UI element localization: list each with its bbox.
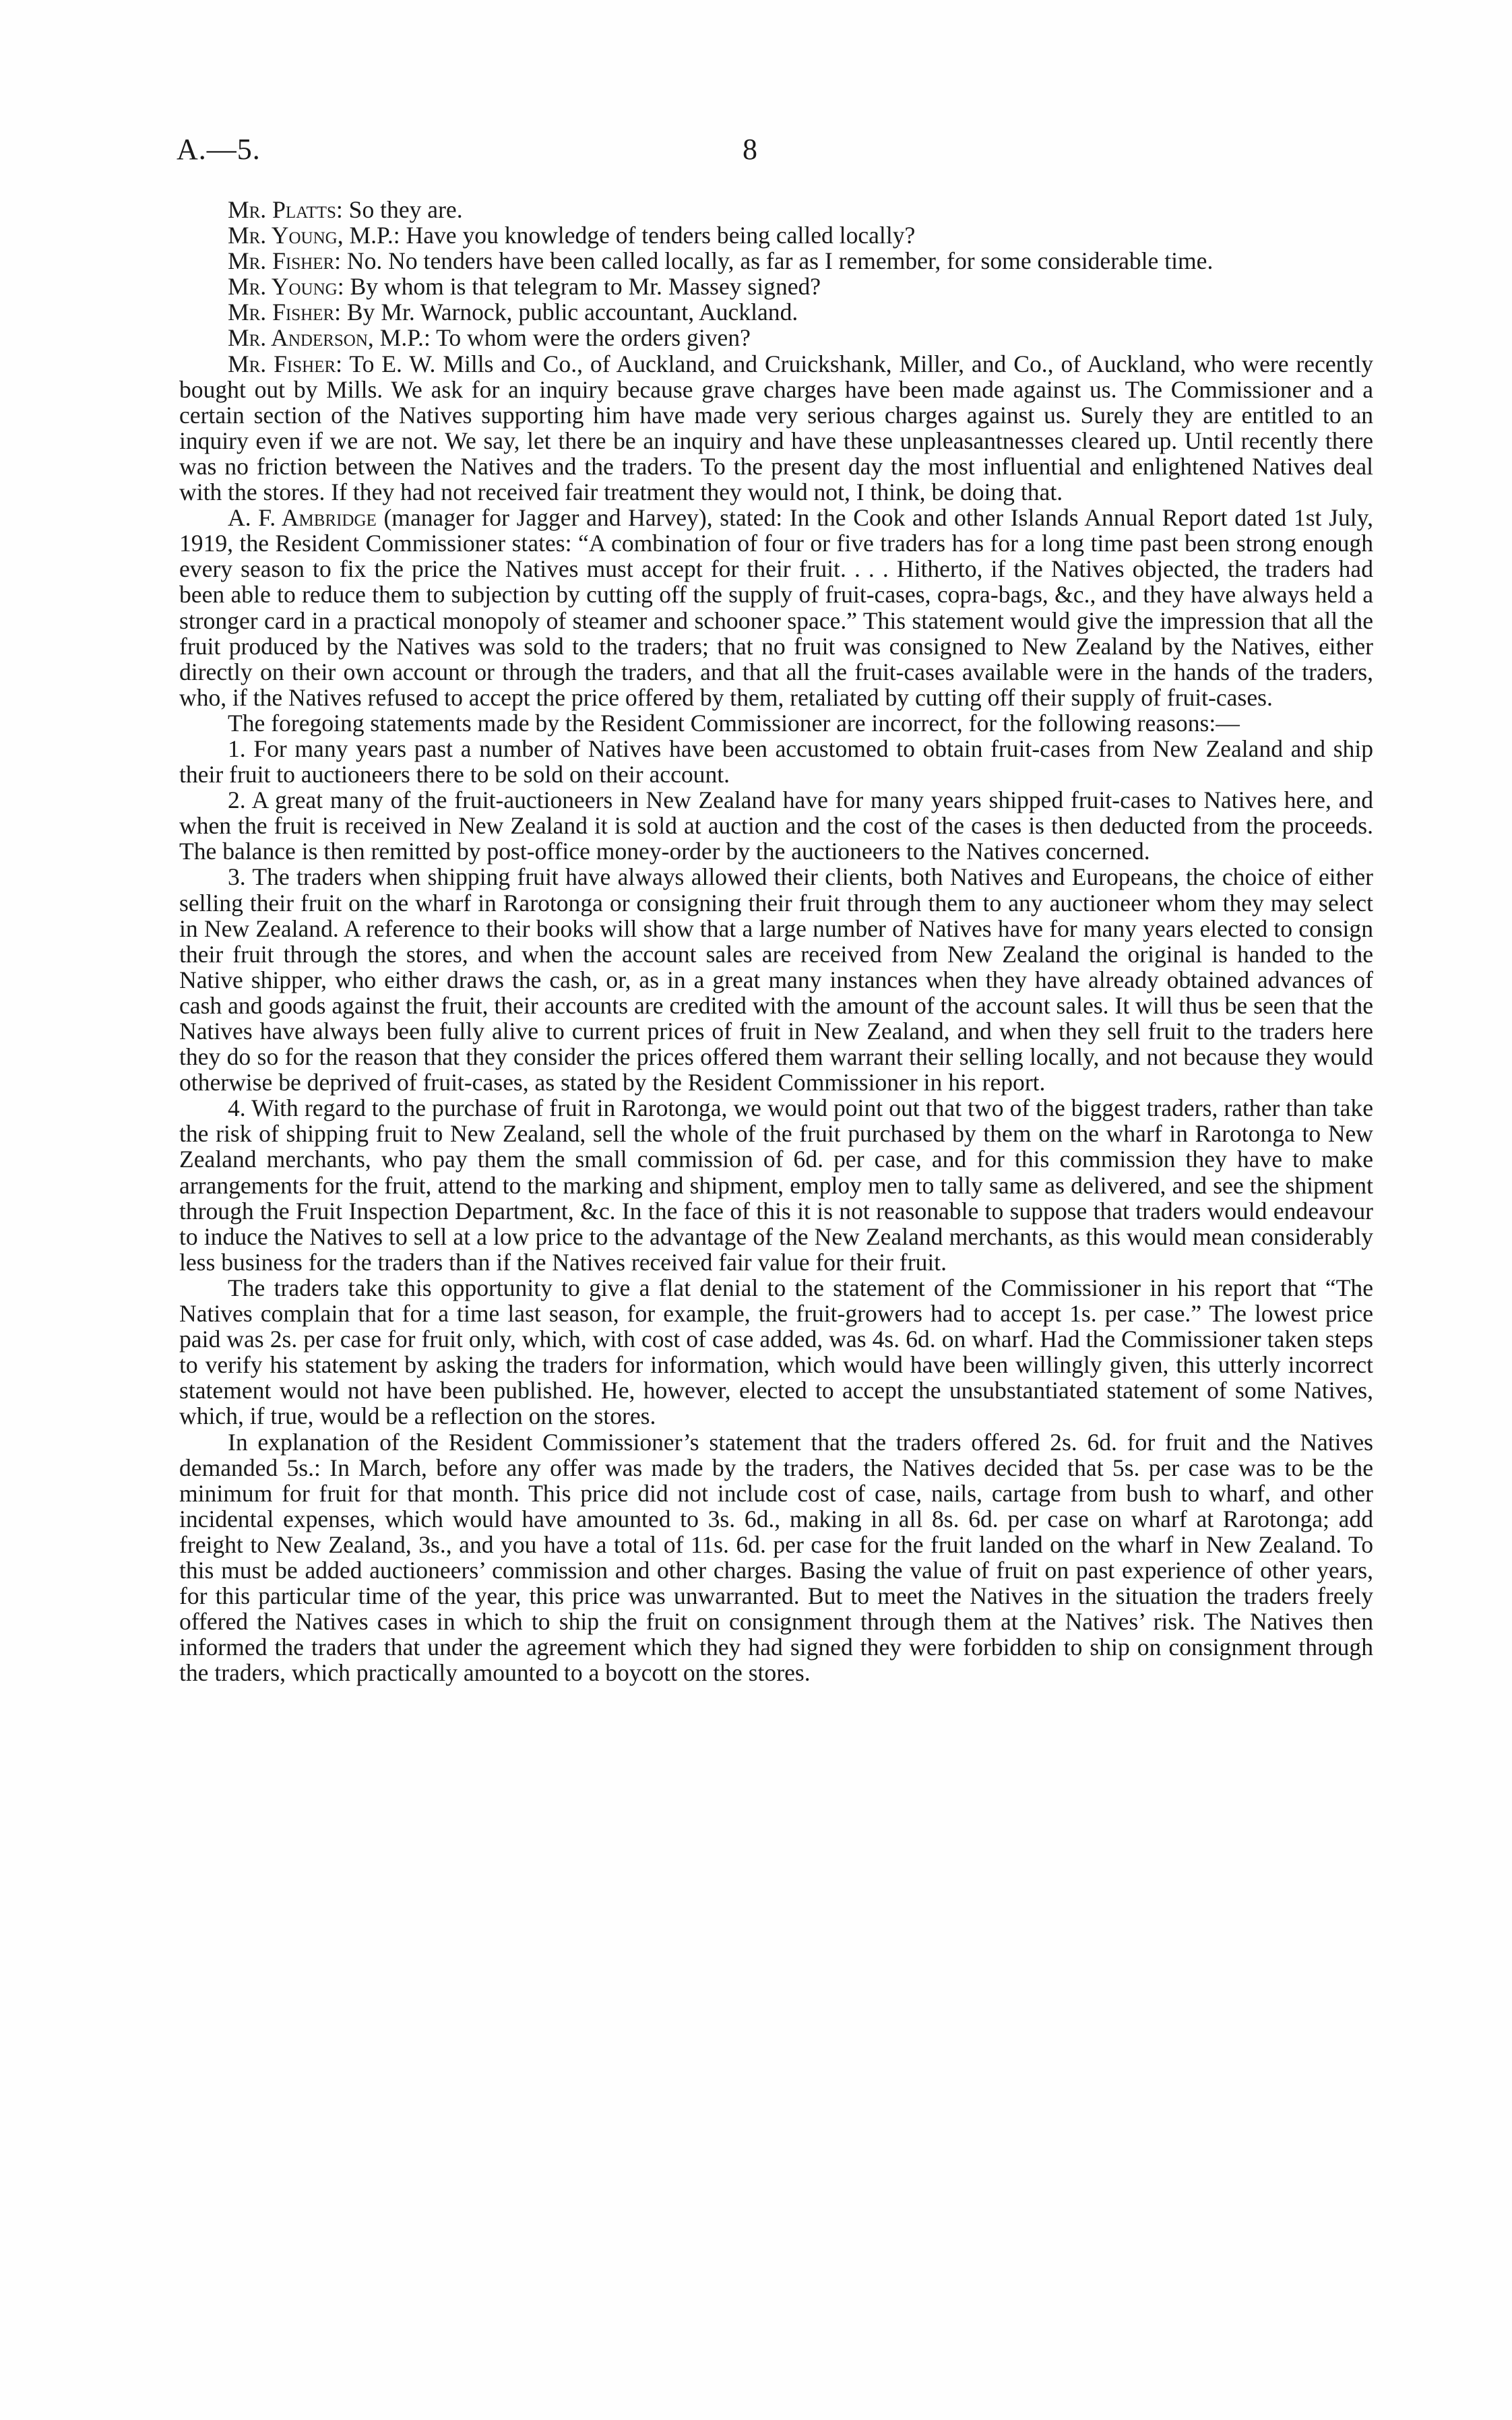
speaker-name: Mr. Anderson, M.P.	[228, 324, 424, 352]
dialogue-paragraph	[179, 222, 1373, 248]
body-paragraph: The foregoing statements made by the Resident Commissioner are incorrect, for the following reasons:—	[228, 709, 1240, 737]
dialogue-paragraph	[179, 197, 1373, 222]
dialogue-paragraph	[179, 248, 1373, 274]
speaker-name: Mr. Fisher	[228, 299, 335, 326]
dialogue-paragraph	[179, 299, 1373, 325]
page-number: 8	[743, 133, 757, 166]
body-paragraph: 1. For many years past a number of Natives have been accustomed to obtain fruit-cases from New Zealand and ship their fruit to auctioneers there to be sold on their account.	[179, 735, 1373, 788]
body-paragraph: The traders take this opportunity to give a flat denial to the statement of the Commissioner in his report that “The Natives complain that for a time last season, for example, the fruit-growers had to accept 1s. per case.” The lowest price paid was 2s. per case for fruit only, which, with cost of case added, was 4s. 6d. on wharf. Had the Commissioner taken steps to verify his statement by asking the traders for information, which would have been willingly given, this utterly incorrect statement would not have been published. He, however, elected to accept the unsubstantiated statement of some Natives, which, if true, would be a reflection on the stores.	[179, 1274, 1373, 1430]
speaker-name: Mr. Platts	[228, 196, 336, 223]
body-paragraph: In explanation of the Resident Commissioner’s statement that the traders offered 2s. 6d. for fruit and the Natives demanded 5s.: In March, before any offer was made by the traders, the Natives decided that 5s. per case was to be the minimum for fruit for that month. This price did not include cost of case, nails, cartage from bush to wharf, and other incidental expenses, which would have amounted to 3s. 6d., making in all 8s. 6d. per case on wharf at Rarotonga; add freight to New Zealand, 3s., and you have a total of 11s. 6d. per case for the fruit landed on the wharf in New Zealand. To this must be added auctioneers’ commission and other charges. Basing the value of fruit on past experience of other years, for this particular time of the year, this price was unwarranted. But to meet the Natives in the situation the traders freely offered the Natives cases in which to ship the fruit on consignment through them at the Natives’ risk. The Natives then informed the traders that under the agreement which they had signed they were forbidden to ship on consignment through the traders, which practically amounted to a boycott on the stores.	[179, 1428, 1373, 1687]
speaker-name: Mr. Young, M.P.	[228, 222, 393, 249]
body-text	[179, 197, 1373, 1685]
speech-text: : By whom is that telegram to Mr. Massey signed?	[337, 273, 821, 301]
dialogue-paragraph	[179, 325, 1373, 350]
speaker-name: Mr. Fisher	[228, 350, 336, 377]
speech-text: : To whom were the orders given?	[423, 324, 751, 352]
page-header	[177, 132, 1376, 173]
speech-text: : No. No tenders have been called locally, as far as I remember, for some considerable time.	[334, 247, 1214, 275]
dialogue-paragraph	[179, 351, 1373, 505]
speaker-name: A. F. Ambridge	[228, 504, 377, 532]
body-paragraph: 3. The traders when shipping fruit have always allowed their clients, both Natives and Europeans, the choice of either selling their fruit on the wharf in Rarotonga or consigning their fruit through them to any auctioneer whom they may select in New Zealand. A reference to their books will show that a large number of Natives have for many years elected to consign their fruit through the stores, and when the account sales are received from New Zealand the original is handed to the Native shipper, who either draws the cash, or, as in a great many instances when they have already obtained advances of cash and goods against the fruit, their accounts are credited with the amount of the account sales. It will thus be seen that the Natives have always been fully alive to current prices of fruit in New Zealand, and when they sell fruit to the traders here they do so for the reason that they consider the prices offered them warrant their selling locally, and not because they would otherwise be deprived of fruit-cases, as stated by the Resident Commissioner in his report.	[179, 863, 1373, 1096]
document-reference: A.—5.	[177, 133, 261, 166]
speech-text: : By Mr. Warnock, public accountant, Auckland.	[334, 299, 798, 326]
dialogue-paragraph	[179, 274, 1373, 299]
body-paragraph: 2. A great many of the fruit-auctioneers in New Zealand have for many years shipped fruit-cases to Natives here, and when the fruit is received in New Zealand it is sold at auction and the cost of the cases is then deducted from the proceeds. The balance is then remitted by post-office money-order by the auctioneers to the Natives concerned.	[179, 786, 1373, 865]
speaker-name: Mr. Fisher	[228, 247, 335, 275]
speech-text: : So they are.	[336, 196, 463, 223]
speech-text: : To E. W. Mills and Co., of Auckland, and Cruickshank, Miller, and Co., of Auckland, who were recently bought out by Mills. We ask for an inquiry because grave charges have been made against us. The Commissioner and a certain section of the Natives supporting him have made very serious charges against us. Surely they are entitled to an inquiry even if we are not. We say, let there be an inquiry and have these unpleasantnesses cleared up. Until recently there was no friction between the Natives and the traders. To the present day the most influential and enlightened Natives deal with the stores. If they had not received fair treatment they would not, I think, be doing that.	[179, 350, 1373, 506]
speaker-name: Mr. Young	[228, 273, 338, 301]
body-paragraph: 4. With regard to the purchase of fruit in Rarotonga, we would point out that two of the biggest traders, rather than take the risk of shipping fruit to New Zealand, sell the whole of the fruit purchased by them on the wharf in Rarotonga to New Zealand merchants, who pay them the small commission of 6d. per case, and for this commission they have to make arrangements for the fruit, attend to the marking and shipment, employ men to tally same as delivered, and see the shipment through the Fruit Inspection Department, &c. In the face of this it is not reasonable to suppose that traders would endeavour to induce the Natives to sell at a low price to the advantage of the New Zealand merchants, as this would mean considerably less business for the traders than if the Natives received fair value for their fruit.	[179, 1094, 1373, 1276]
speech-text: : Have you knowledge of tenders being called locally?	[393, 222, 916, 249]
speech-text: (manager for Jagger and Harvey), stated: In the Cook and other Islands Annual Report dated 1st July, 1919, the Resident Commissioner states: “A combination of four or five traders has for a long time past been strong enough every season to fix the price the Natives must accept for their fruit. . . . Hitherto, if the Natives objected, the traders had been able to reduce them to subjection by cutting off the supply of fruit-cases, copra-bags, &c., and they have always held a stronger card in a practical monopoly of steamer and schooner space.” This statement would give the impression that all the fruit produced by the Natives was sold to the traders; that no fruit was consigned to New Zealand by the Natives, either directly on their own account or through the traders, and that all the fruit-cases available were in the hands of the traders, who, if the Natives refused to accept the price offered by them, retaliated by cutting off their supply of fruit-cases.	[179, 504, 1374, 711]
dialogue-paragraph	[179, 505, 1373, 710]
